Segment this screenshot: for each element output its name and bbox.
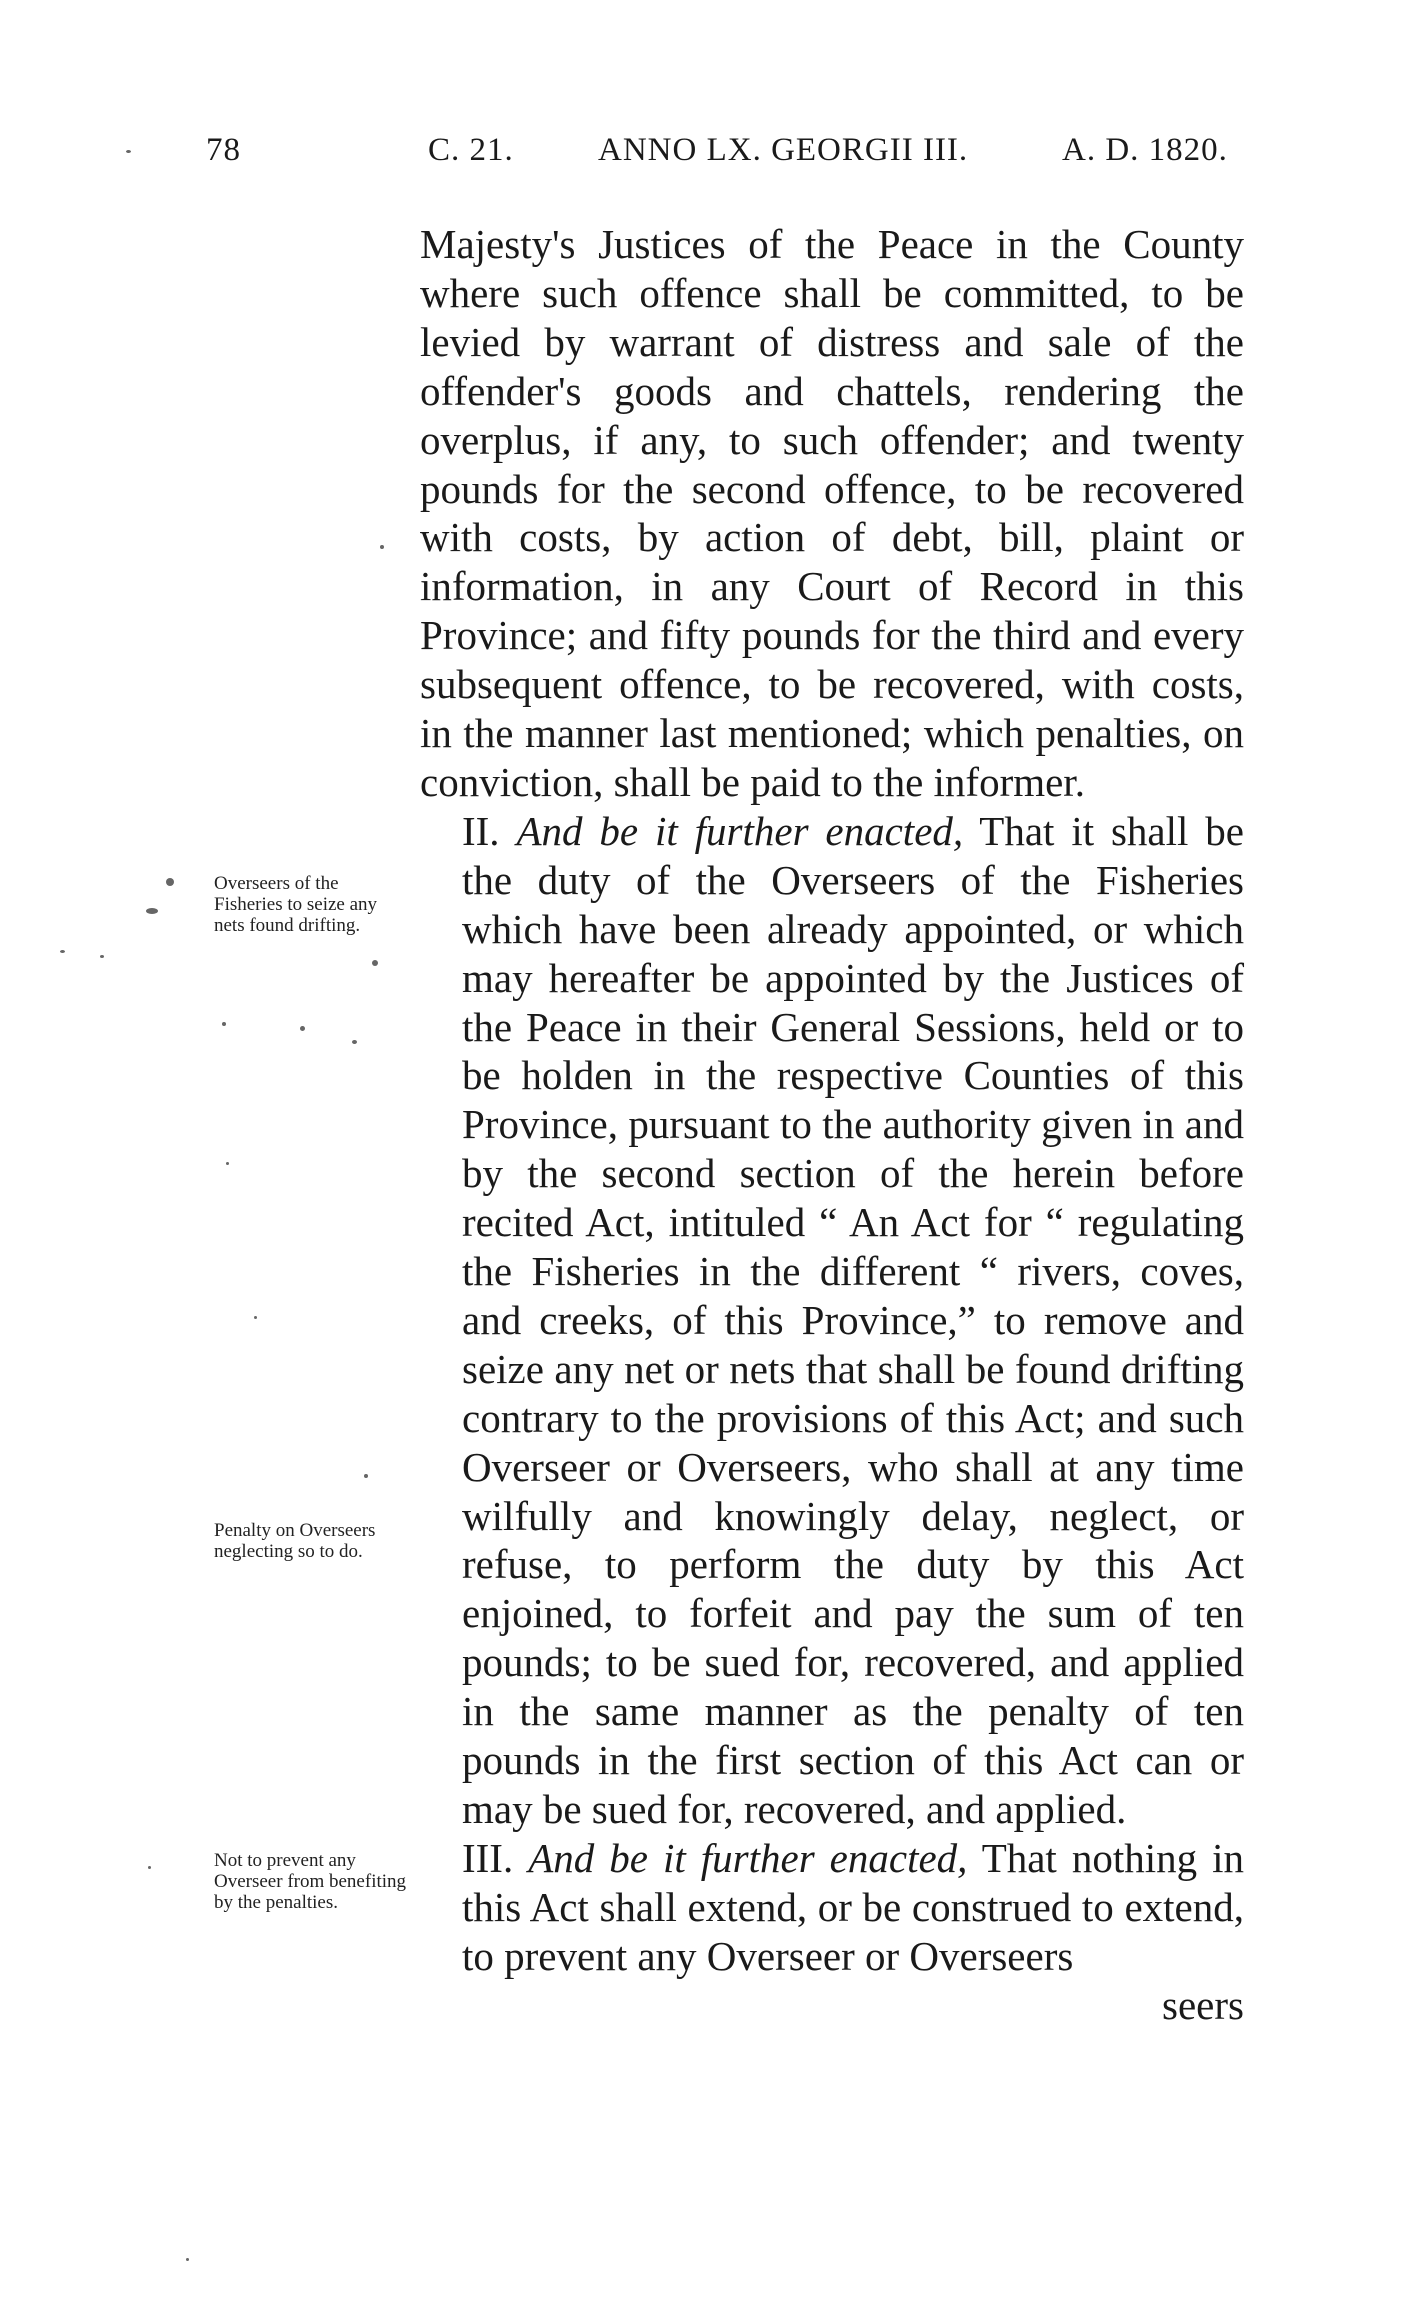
print-speck [222,1022,226,1026]
section-3-enacting-clause: And be it further enacted, [528,1834,968,1881]
print-speck [300,1026,305,1031]
regnal-year-label: ANNO LX. GEORGII III. [598,132,969,168]
section-2-text: That it shall be the duty of the Overseers of the Fisheries which have been already appointed, or which may hereafter be appointed by the Justices of the Peace in their General Sessions, held or to be holden in the respective Counties of this Province, pursuant to the authority given in and by the second section of the herein before recited Act, intituled “ An Act for “ regulating the Fisheries in the different “ rivers, coves, and creeks, of this Province,” to remove and seize any net or nets that shall be found drifting contrary to the provisions of this Act; and such Overseer or Overseers, who shall at any time wilfully and knowingly delay, neglect, or refuse, to perform the duty by this Act enjoined, to forfeit and pay the sum of ten pounds; to be sued for, recovered, and applied in the same manner as the penalty of ten pounds in the first section of this Act can or may be sued for, recovered, and applied. [462,807,1244,1832]
calendar-year-label: A. D. 1820. [1062,132,1228,168]
section-3-number: III. [462,1834,514,1881]
catchword: seers [1162,1981,1244,2028]
section-2-number: II. [462,807,500,854]
print-speck [146,908,158,914]
print-speck [148,1866,151,1869]
print-speck [60,950,65,953]
print-speck [372,960,378,966]
chapter-label: C. 21. [428,132,514,168]
body-text [420,220,1244,2030]
section-3-text: That nothing in this Act shall extend, or be construed to extend, to prevent any Overseer or Overseers [462,1834,1245,1979]
print-speck [254,1316,257,1319]
margin-note-overseers-seize: Overseers of the Fisheries to seize any nets found drifting. [214,873,378,936]
print-speck [352,1040,357,1044]
print-speck [226,1162,229,1165]
print-speck [364,1474,368,1478]
running-header [0,132,1404,182]
margin-note-penalty: Penalty on Overseers neglecting so to do. [214,1520,376,1562]
section-3 [420,1834,1244,1981]
print-speck [380,545,384,549]
print-speck [100,955,104,958]
page-number: 78 [206,132,241,168]
print-speck [166,878,174,886]
print-speck [186,2258,189,2261]
print-speck [126,150,131,153]
section-2-enacting-clause: And be it further enacted, [516,807,964,854]
section-2 [420,807,1244,1834]
margin-note-not-to-prevent: Not to prevent any Overseer from benefiting by the penalties. [214,1850,407,1913]
paragraph-continuation: Majesty's Justices of the Peace in the County where such offence shall be committed, to be levied by warrant of distress and sale of the offender's goods and chattels, rendering the overplus, if any, to such offender; and twenty pounds for the second offence, to be recovered with costs, by action of debt, bill, plaint or information, in any Court of Record in this Province; and fifty pounds for the third and every subsequent offence, to be recovered, with costs, in the manner last mentioned; which penalties, on conviction, shall be paid to the informer. [420,221,1244,805]
